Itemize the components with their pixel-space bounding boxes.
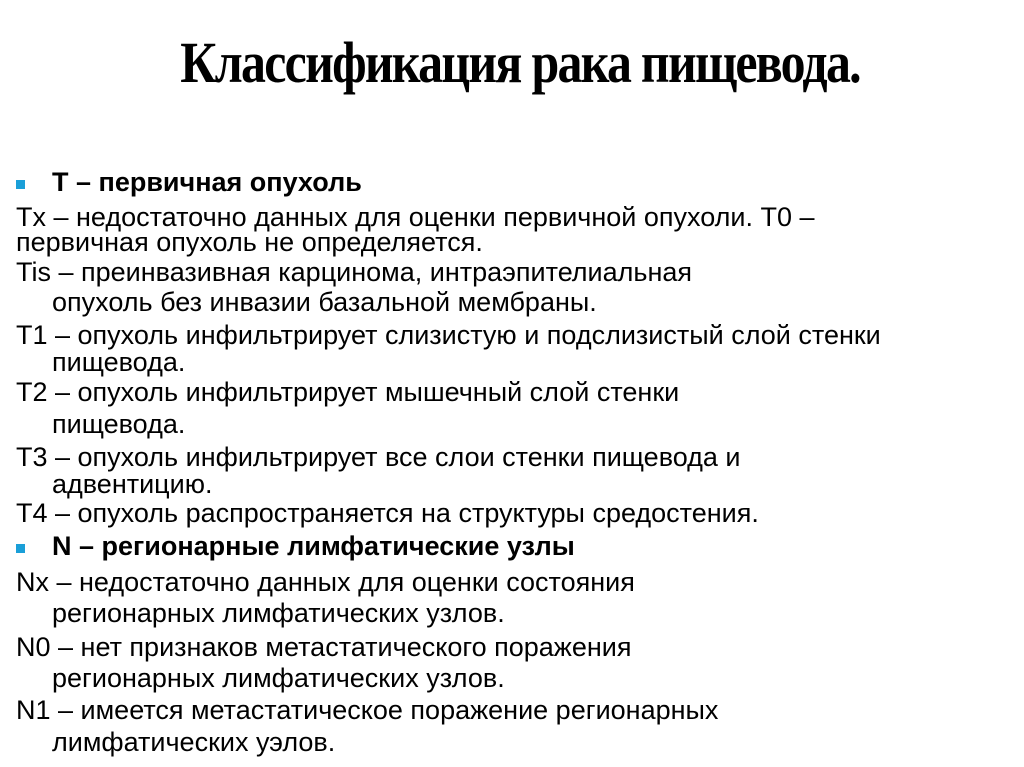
n-section-line: Nx – недостаточно данных для оценки состояния xyxy=(16,567,635,597)
t-section-line: пищевода. xyxy=(52,347,186,377)
n-section-line: регионарных лимфатических узлов. xyxy=(52,663,505,693)
t-section-line: Tx – недостаточно данных для оценки первичной опухоли. T0 – xyxy=(16,202,815,232)
t-section-line: T3 – опухоль инфильтрирует все слои стенки пищевода и xyxy=(16,442,741,472)
t-section-line: первичная опухоль не определяется. xyxy=(16,227,483,257)
t-section-line: опухоль без инвазии базальной мембраны. xyxy=(52,287,597,317)
n-section-bullet-icon xyxy=(16,544,25,553)
n-section-heading: N – регионарные лимфатические узлы xyxy=(52,531,575,561)
t-section-line: пищевода. xyxy=(52,409,186,439)
t-section-line: адвентицию. xyxy=(52,469,213,499)
n-section-line: регионарных лимфатических узлов. xyxy=(52,598,505,628)
t-section-line: Tis – преинвазивная карцинома, интраэпителиальная xyxy=(16,257,693,287)
slide-title: Классификация рака пищевода. xyxy=(180,30,860,95)
n-section-line: N1 – имеется метастатическое поражение регионарных xyxy=(16,695,719,725)
t-section-line: T2 – опухоль инфильтрирует мышечный слой стенки xyxy=(16,377,680,407)
t-section-line: T1 – опухоль инфильтрирует слизистую и подслизистый слой стенки xyxy=(16,320,881,350)
n-section-line: N0 – нет признаков метастатического поражения xyxy=(16,632,632,662)
t-section-bullet-icon xyxy=(16,180,25,189)
n-section-line: лимфатических уэлов. xyxy=(52,727,336,757)
t-section-heading: T – первичная опухоль xyxy=(52,167,362,197)
t-section-line: T4 – опухоль распространяется на структуры средостения. xyxy=(16,498,759,528)
